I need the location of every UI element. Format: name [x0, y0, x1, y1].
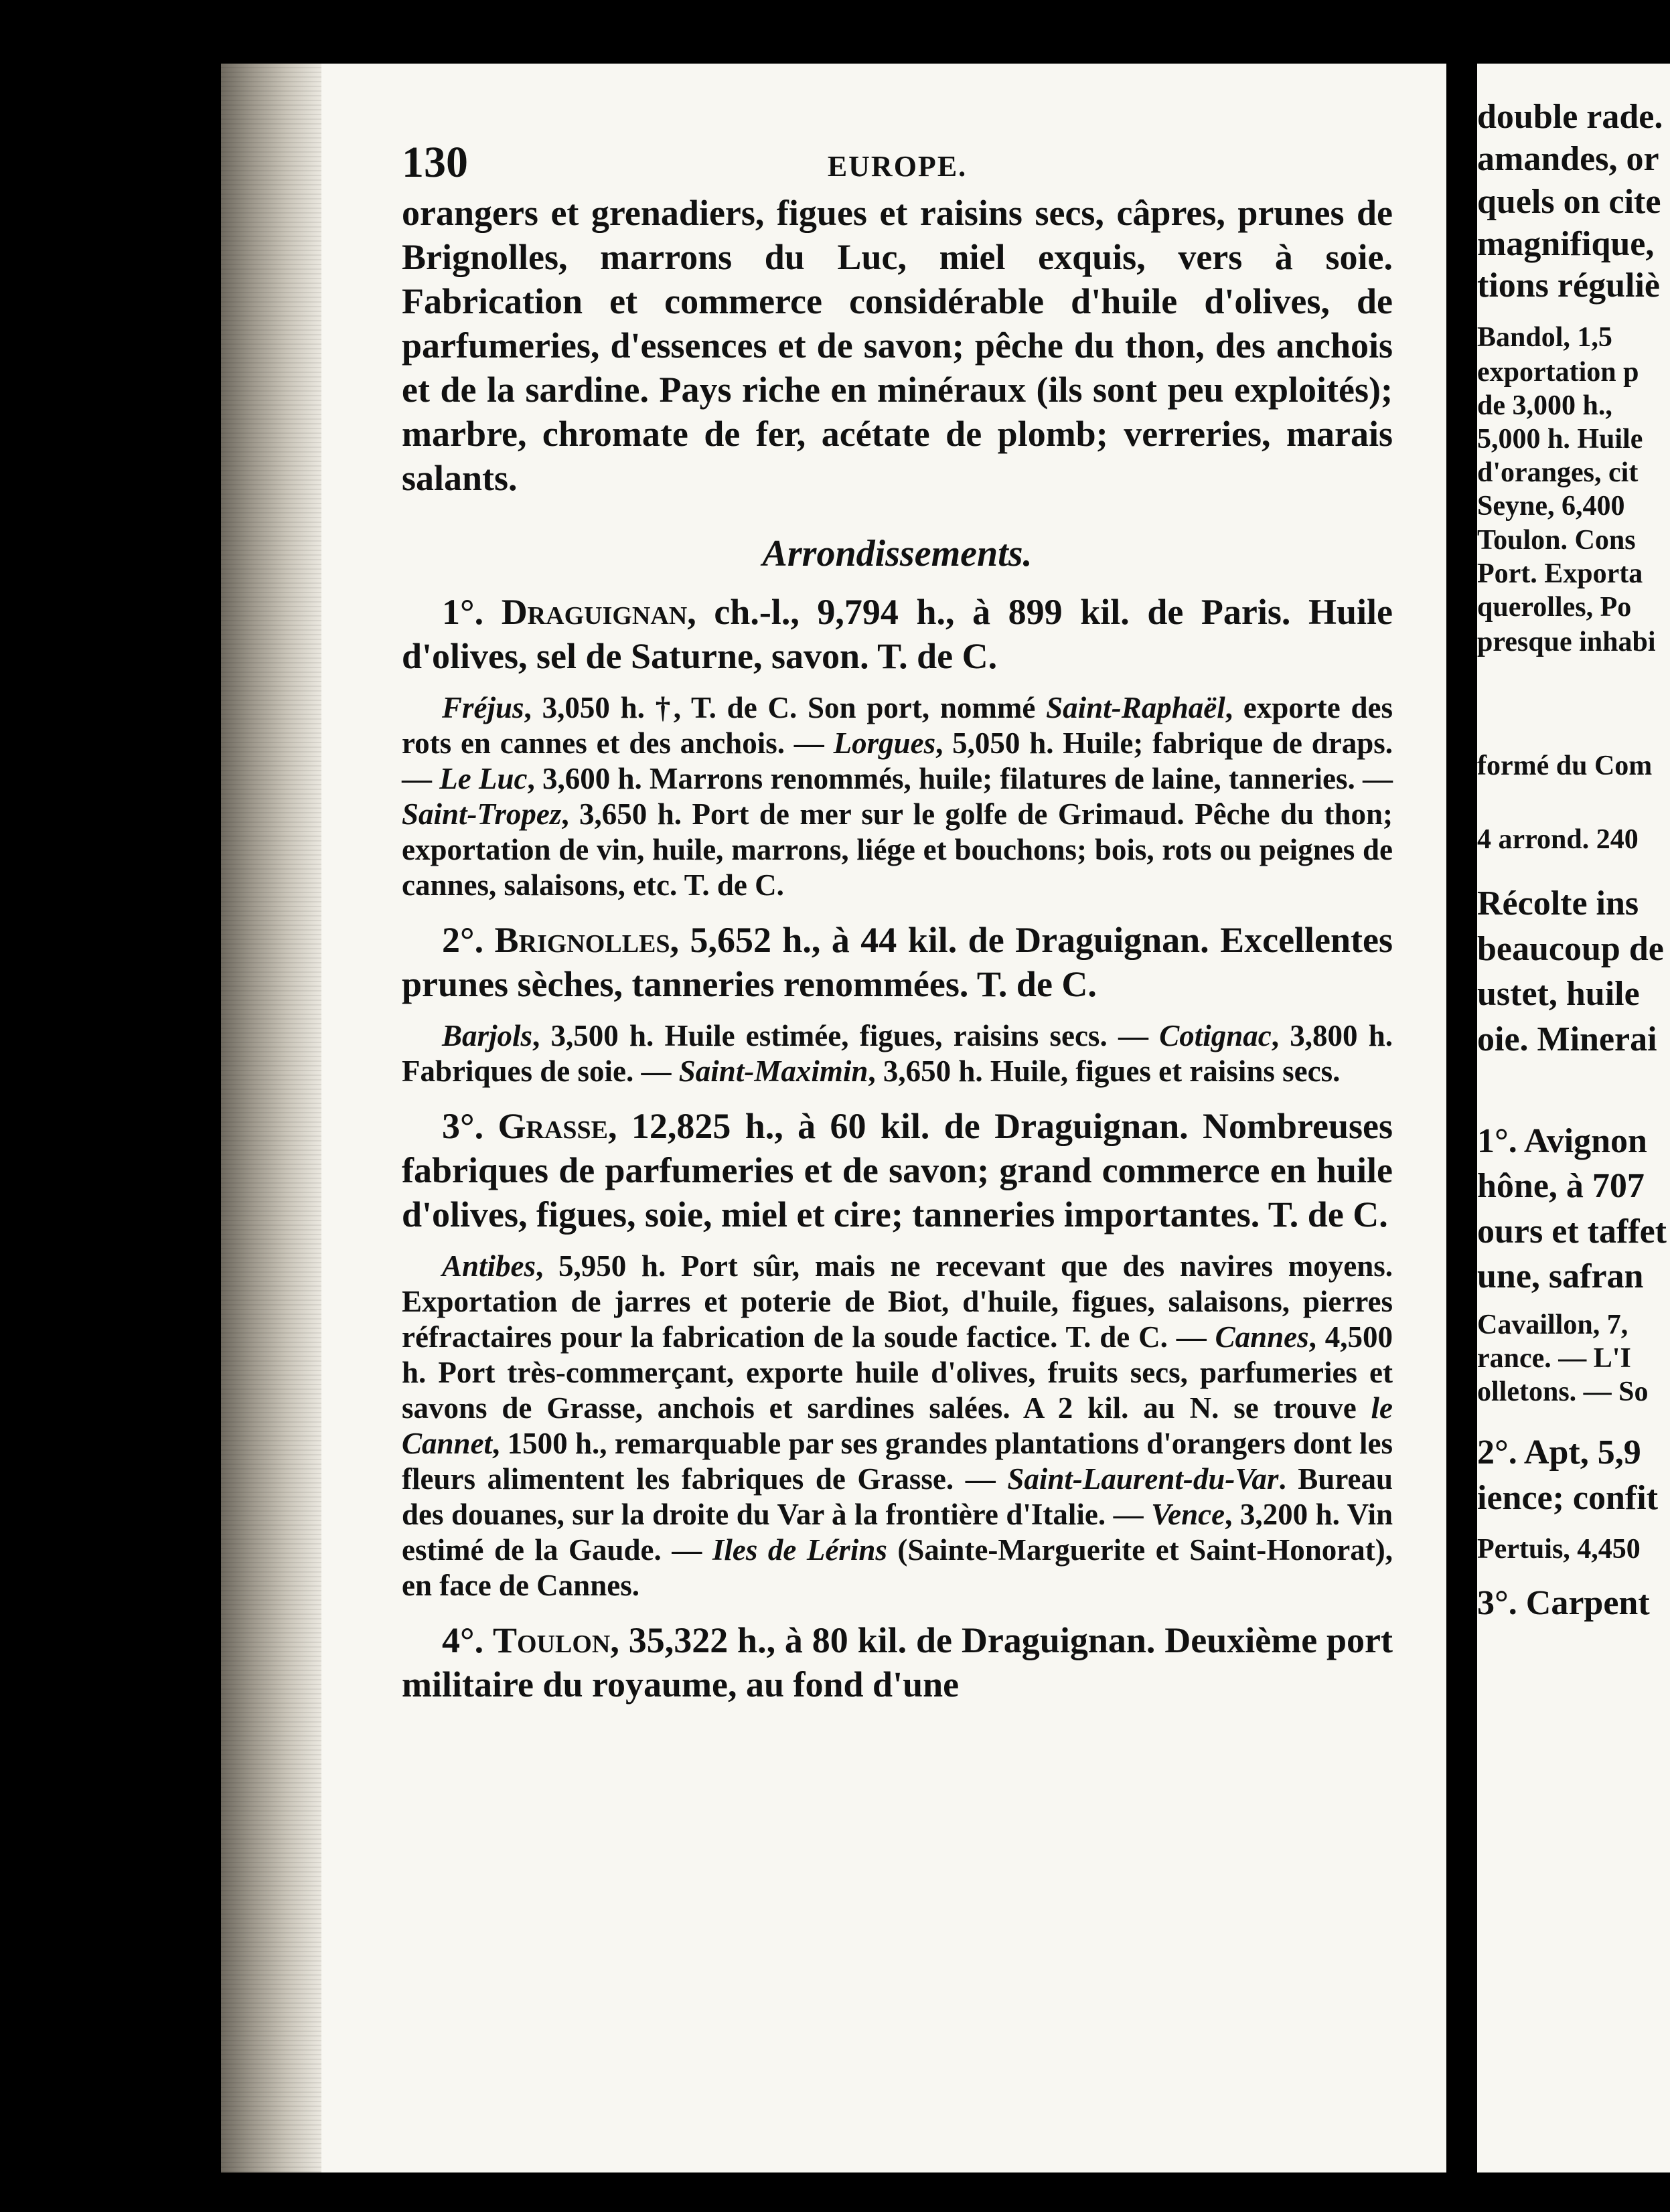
right-page-line: beaucoup de	[1477, 930, 1664, 968]
right-page-line: amandes, or	[1477, 140, 1659, 178]
right-page-line: de 3,000 h.,	[1477, 390, 1612, 421]
right-page-line: Cavaillon, 7,	[1477, 1310, 1628, 1340]
entry-text: , ch.-l., 9,794 h., à 899 kil. de Paris. Huile d'olives, sel de Saturne, savon. T. de C.	[402, 592, 1393, 676]
right-page-line: Récolte ins	[1477, 884, 1639, 923]
page-number: 130	[402, 138, 468, 187]
entry-name: Grasse	[498, 1106, 608, 1146]
place-name: Lorgues	[833, 726, 936, 760]
right-page-line: une, safran	[1477, 1257, 1644, 1295]
right-page-line: 1°. Avignon	[1477, 1122, 1647, 1160]
right-page-line: Seyne, 6,400	[1477, 491, 1625, 522]
place-name: Antibes	[442, 1249, 536, 1283]
entry-name: Brignolles	[494, 920, 670, 960]
page-edge	[221, 64, 321, 2172]
entry	[402, 918, 1393, 1089]
detail-text: , 5,050 h. Huile; fabrique de draps. —	[402, 726, 1393, 795]
right-page-line: Bandol, 1,5	[1477, 322, 1612, 353]
detail-text: , exporte des rots en cannes et des anchois. —	[402, 691, 1393, 760]
right-page-line: 4 arrond. 240	[1477, 824, 1639, 855]
detail-text: , 4,500 h. Port très-commerçant, exporte huile d'olives, fruits secs, parfumeries et savons de Grasse, anchois et sardines salées. A 2 kil. au N. se trouve	[402, 1320, 1393, 1425]
entry-main	[402, 590, 1393, 678]
place-name: Barjols	[442, 1019, 533, 1052]
entry	[402, 1104, 1393, 1603]
section-title: Arrondissements.	[762, 533, 1033, 574]
detail-text: , 3,650 h. Port de mer sur le golfe de Grimaud. Pêche du thon; exportation de vin, huile, marrons, liége et bouchons; bois, rots ou peignes de cannes, salaisons, etc. T. de C.	[402, 797, 1393, 902]
place-name: Saint-Maximin	[678, 1054, 868, 1088]
entry	[402, 590, 1393, 903]
right-page-line: quels on cite	[1477, 183, 1661, 221]
detail-text: , 3,600 h. Marrons renommés, huile; filatures de laine, tanneries. —	[527, 762, 1393, 795]
right-page-line: Port. Exporta	[1477, 558, 1643, 589]
entry-name: Draguignan	[501, 592, 688, 632]
right-page-line: exportation p	[1477, 357, 1639, 388]
right-page-line: ours et taffet	[1477, 1212, 1667, 1251]
place-name: Vence	[1151, 1498, 1225, 1531]
detail-text: (Sainte-Marguerite et Saint-Honorat), en face de Cannes.	[402, 1533, 1393, 1602]
left-page	[221, 64, 1446, 2172]
detail-text: , 3,800 h. Fabriques de soie. —	[402, 1019, 1393, 1088]
right-page-line: presque inhabi	[1477, 627, 1656, 657]
right-page-line: ience; confit	[1477, 1479, 1659, 1517]
right-page-line: 2°. Apt, 5,9	[1477, 1433, 1641, 1472]
entry-main	[402, 918, 1393, 1006]
entry-details	[402, 1018, 1393, 1089]
right-page-line: double rade.	[1477, 98, 1663, 136]
page-content	[402, 137, 1393, 1707]
place-name: Saint-Laurent-du-Var	[1007, 1462, 1279, 1496]
right-page-line: hône, à 707	[1477, 1167, 1645, 1205]
entry-number: 3°.	[442, 1106, 484, 1146]
right-page-line: Toulon. Cons	[1477, 525, 1636, 556]
entry-text: , 35,322 h., à 80 kil. de Draguignan. Deuxième port militaire du royaume, au fond d'une	[402, 1620, 1393, 1705]
place-name: Cannes	[1215, 1320, 1309, 1354]
entry-details	[402, 690, 1393, 903]
detail-text: , 3,650 h. Huile, figues et raisins secs.	[868, 1054, 1341, 1088]
page-header	[402, 137, 1393, 191]
place-name: Le Luc	[439, 762, 528, 795]
detail-text: , 3,050 h. †, T. de C. Son port, nommé	[524, 691, 1047, 724]
entry-text: , 12,825 h., à 60 kil. de Draguignan. Nombreuses fabriques de parfumeries et de savon; grand commerce en huile d'olives, figues, soie, miel et cire; tanneries importantes. T. de C.	[402, 1106, 1393, 1235]
detail-text: , 5,950 h. Port sûr, mais ne recevant que des navires moyens. Exportation de jarres et poterie de Biot, d'huile, figues, salaisons, pierres réfractaires pour la fabrication de la soude factice. T. de C. —	[402, 1249, 1393, 1354]
place-name: Fréjus	[442, 691, 524, 724]
right-page-line: rance. — L'I	[1477, 1343, 1631, 1374]
right-page-line: 3°. Carpent	[1477, 1584, 1650, 1622]
right-page-line: formé du Com	[1477, 750, 1653, 781]
entry-number: 2°.	[442, 920, 484, 960]
place-name: le Cannet	[402, 1391, 1393, 1460]
detail-text: , 3,200 h. Vin estimé de la Gaude. —	[402, 1498, 1393, 1567]
entry-main	[402, 1104, 1393, 1237]
right-page-line: Pertuis, 4,450	[1477, 1534, 1641, 1565]
entry-main	[402, 1618, 1393, 1707]
entry	[402, 1618, 1393, 1707]
right-page-line: querolles, Po	[1477, 592, 1632, 623]
right-page-line: magnifique,	[1477, 225, 1655, 263]
entry-details	[402, 1249, 1393, 1603]
intro-paragraph: orangers et grenadiers, figues et raisins secs, câpres, prunes de Brignolles, marrons du Luc, miel exquis, vers à soie. Fabrication et commerce considérable d'huile d'olives, de parfumeries, d'essences et de savon; pêche du thon, des anchois et de la sardine. Pays riche en minéraux (ils sont peu exploités); marbre, chromate de fer, acétate de plomb; verreries, marais salants.	[402, 193, 1393, 498]
right-page-line: 5,000 h. Huile	[1477, 424, 1643, 455]
place-name: Saint-Tropez	[402, 797, 562, 831]
entry-number: 1°.	[442, 592, 484, 632]
entry-text: , 5,652 h., à 44 kil. de Draguignan. Excellentes prunes sèches, tanneries renommées. T. de C.	[402, 920, 1393, 1004]
right-page-line: ustet, huile	[1477, 975, 1640, 1013]
place-name: Saint-Raphaël	[1046, 691, 1225, 724]
place-name: Cotignac	[1159, 1019, 1272, 1052]
detail-text: . Bureau des douanes, sur la droite du Var à la frontière d'Italie. —	[402, 1462, 1393, 1531]
detail-text: , 3,500 h. Huile estimée, figues, raisins secs. —	[532, 1019, 1160, 1052]
entry-name: Toulon	[492, 1620, 611, 1660]
right-page-line: olletons. — So	[1477, 1376, 1649, 1407]
right-page-line: tions réguliè	[1477, 266, 1660, 305]
right-page-line: d'oranges, cit	[1477, 457, 1639, 488]
place-name: Iles de Lérins	[712, 1533, 887, 1567]
right-page-fragment	[1477, 64, 1670, 2172]
running-title: EUROPE.	[827, 150, 968, 183]
right-page-line: oie. Minerai	[1477, 1020, 1657, 1058]
detail-text: , 1500 h., remarquable par ses grandes plantations d'orangers dont les fleurs alimentent les fabriques de Grasse. —	[402, 1427, 1393, 1496]
entry-number: 4°.	[442, 1620, 484, 1660]
